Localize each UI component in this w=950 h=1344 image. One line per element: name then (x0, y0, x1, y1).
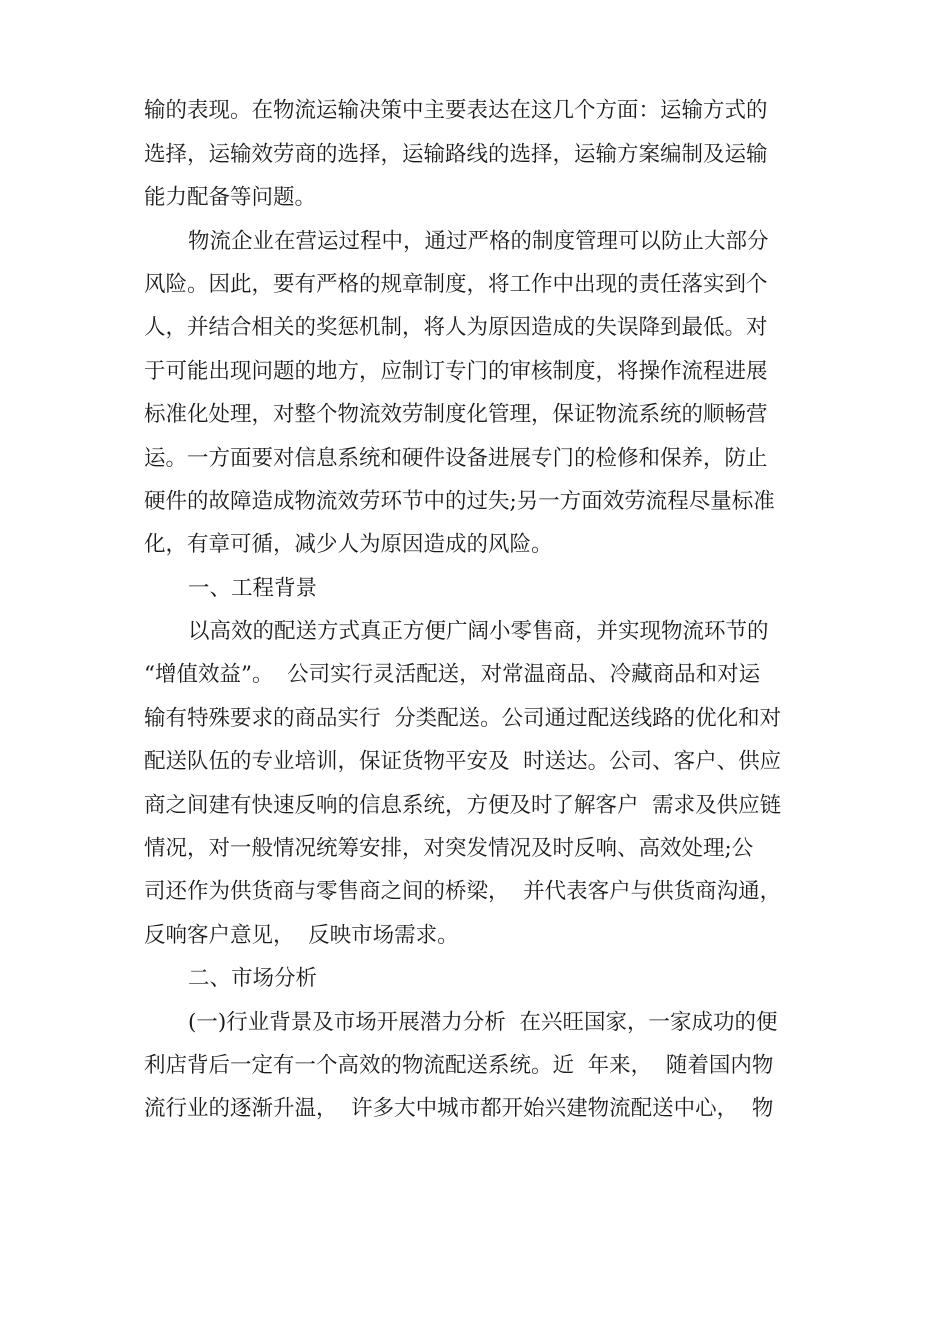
text-line: 反响客户意见， 反映市场需求。 (144, 923, 459, 948)
paragraph-first-line: 物流企业在营运过程中，通过严格的制度管理可以防止大部分 (188, 229, 769, 254)
text-line: 人，并结合相关的奖惩机制，将人为原因造成的失误降到最低。对 (144, 315, 768, 340)
text-line: 配送队伍的专业培训，保证货物平安及 时送达。公司、客户、供应 (144, 749, 782, 774)
text-line: 标准化处理，对整个物流效劳制度化管理，保证物流系统的顺畅营 (144, 402, 768, 427)
text-line: 于可能出现问题的地方，应制订专门的审核制度，将操作流程进展 (144, 359, 768, 384)
text-line: 能力配备等问题。 (144, 185, 317, 210)
text-line: 选择，运输效劳商的选择，运输路线的选择，运输方案编制及运输 (144, 142, 768, 167)
text-line: 情况，对一般情况统筹安排，对突发情况及时反响、高效处理;公 (144, 836, 754, 861)
paragraph-first-line: 以高效的配送方式真正方便广阔小零售商，并实现物流环节的 (188, 619, 769, 644)
paragraph-first-line: (一)行业背景及市场开展潜力分析 在兴旺国家，一家成功的便 (188, 1010, 778, 1035)
text-line: 商之间建有快速反响的信息系统，方便及时了解客户 需求及供应链 (144, 793, 782, 818)
text-line: 硬件的故障造成物流效劳环节中的过失;另一方面效劳流程尽量标准 (144, 489, 775, 514)
section-heading: 一、工程背景 (188, 576, 318, 601)
text-line: 化，有章可循，减少人为原因造成的风险。 (144, 532, 553, 557)
text-line: 利店背后一定有一个高效的物流配送系统。近 年来， 随着国内物 (144, 1053, 774, 1078)
text-line: “增值效益”。 公司实行灵活配送，对常温商品、冷藏商品和对运 (144, 662, 761, 687)
text-line: 输有特殊要求的商品实行 分类配送。公司通过配送线路的优化和对 (144, 706, 782, 731)
text-line: 运。一方面要对信息系统和硬件设备进展专门的检修和保养，防止 (144, 446, 768, 471)
section-heading: 二、市场分析 (188, 966, 318, 991)
text-line: 司还作为供货商与零售商之间的桥梁， 并代表客户与供货商沟通， (144, 879, 782, 904)
text-line: 风险。因此，要有严格的规章制度，将工作中出现的责任落实到个 (144, 272, 768, 297)
text-line: 流行业的逐渐升温， 许多大中城市都开始兴建物流配送中心， 物 (144, 1096, 774, 1121)
text-line: 输的表现。在物流运输决策中主要表达在这几个方面：运输方式的 (144, 98, 768, 123)
